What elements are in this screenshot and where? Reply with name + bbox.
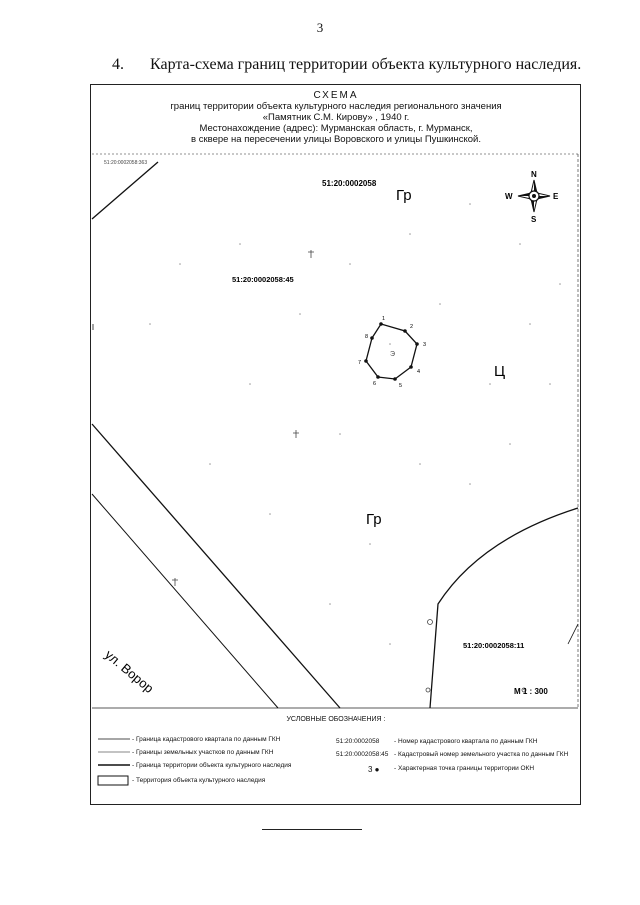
legend-code-quarter: 51:20:0002058 <box>336 738 380 745</box>
point-label-2: 2 <box>410 324 414 330</box>
scheme-title: СХЕМА <box>313 90 359 101</box>
parcel-45-label: 51:20:0002058:45 <box>232 275 294 284</box>
quarter-boundary-nw <box>92 162 158 219</box>
compass-s: S <box>531 215 537 224</box>
map-legend <box>92 714 580 806</box>
legend-text-quarter: - Номер кадастрового квартала по данным ГКН <box>394 738 538 745</box>
point-label-6: 6 <box>373 381 377 387</box>
page-number: 3 <box>316 20 324 35</box>
corner-cadastral-label: 51:20:0002058:363 <box>104 160 148 166</box>
legend-text-point: - Характерная точка границы территории ОКН <box>394 765 535 772</box>
polygon-center-label: Э <box>390 351 396 358</box>
legend-item-quarter-boundary: - Граница кадастрового квартала по данным ГКН <box>132 736 281 743</box>
parcel-11-boundary <box>430 508 578 708</box>
monument-boundary <box>358 316 426 389</box>
bottom-rule <box>262 829 362 830</box>
heading-number: 4. <box>112 56 124 73</box>
scheme-line-1: границ территории объекта культурного наследия регионального значения <box>170 101 502 112</box>
point-label-5: 5 <box>399 383 403 389</box>
compass-n: N <box>531 170 537 179</box>
cadastral-map <box>90 84 582 806</box>
compass-w: W <box>505 192 513 201</box>
point-marker <box>426 688 430 692</box>
parcel-11-boundary-inner <box>568 624 578 644</box>
scheme-line-4: в сквере на пересечении улицы Воровского и улицы Пушкинской. <box>191 134 481 145</box>
scheme-line-3: Местонахождение (адрес): Мурманская область, г. Мурманск, <box>199 123 473 134</box>
map-scale: М 1 : 300 <box>514 687 548 696</box>
legend-code-point: 3 ● <box>368 765 380 774</box>
zone-label-gr-bottom: Гр <box>366 511 382 528</box>
scheme-line-2: «Памятник С.М. Кирову» , 1940 г. <box>262 112 410 123</box>
section-heading <box>112 56 581 74</box>
legend-text-parcel: - Кадастровый номер земельного участка по данным ГКН <box>394 751 569 758</box>
point-label-8: 8 <box>365 334 369 340</box>
legend-title: УСЛОВНЫЕ ОБОЗНАЧЕНИЯ : <box>286 716 386 723</box>
heading-text: Карта-схема границ территории объекта культурного наследия. <box>150 56 582 73</box>
legend-symbols <box>92 714 580 806</box>
point-label-7: 7 <box>358 360 362 366</box>
zone-label-gr-top: Гр <box>396 187 412 204</box>
legend-item-okn-boundary: - Граница территории объекта культурного наследия <box>132 762 292 769</box>
quarter-number-label: 51:20:0002058 <box>322 179 377 188</box>
tree-symbols <box>172 250 314 586</box>
point-label-4: 4 <box>417 369 421 375</box>
street-name-label: ул. Ворор <box>102 646 157 696</box>
compass-rose <box>505 170 559 224</box>
point-label-3: 3 <box>423 342 427 348</box>
street-boundary-2 <box>92 494 278 708</box>
legend-item-parcel-boundary: - Границы земельных участков по данным ГКН <box>132 749 274 756</box>
legend-code-parcel: 51:20:0002058:45 <box>336 751 389 758</box>
legend-item-okn-territory: - Территория объекта культурного наследия <box>132 777 266 784</box>
compass-e: E <box>553 192 559 201</box>
parcel-11-label: 51:20:0002058:11 <box>463 641 525 650</box>
zone-label-ts: Ц <box>494 363 506 380</box>
point-label-1: 1 <box>382 316 386 322</box>
point-marker <box>428 620 433 625</box>
background-dots <box>149 203 561 645</box>
scheme-title-block <box>90 90 582 145</box>
